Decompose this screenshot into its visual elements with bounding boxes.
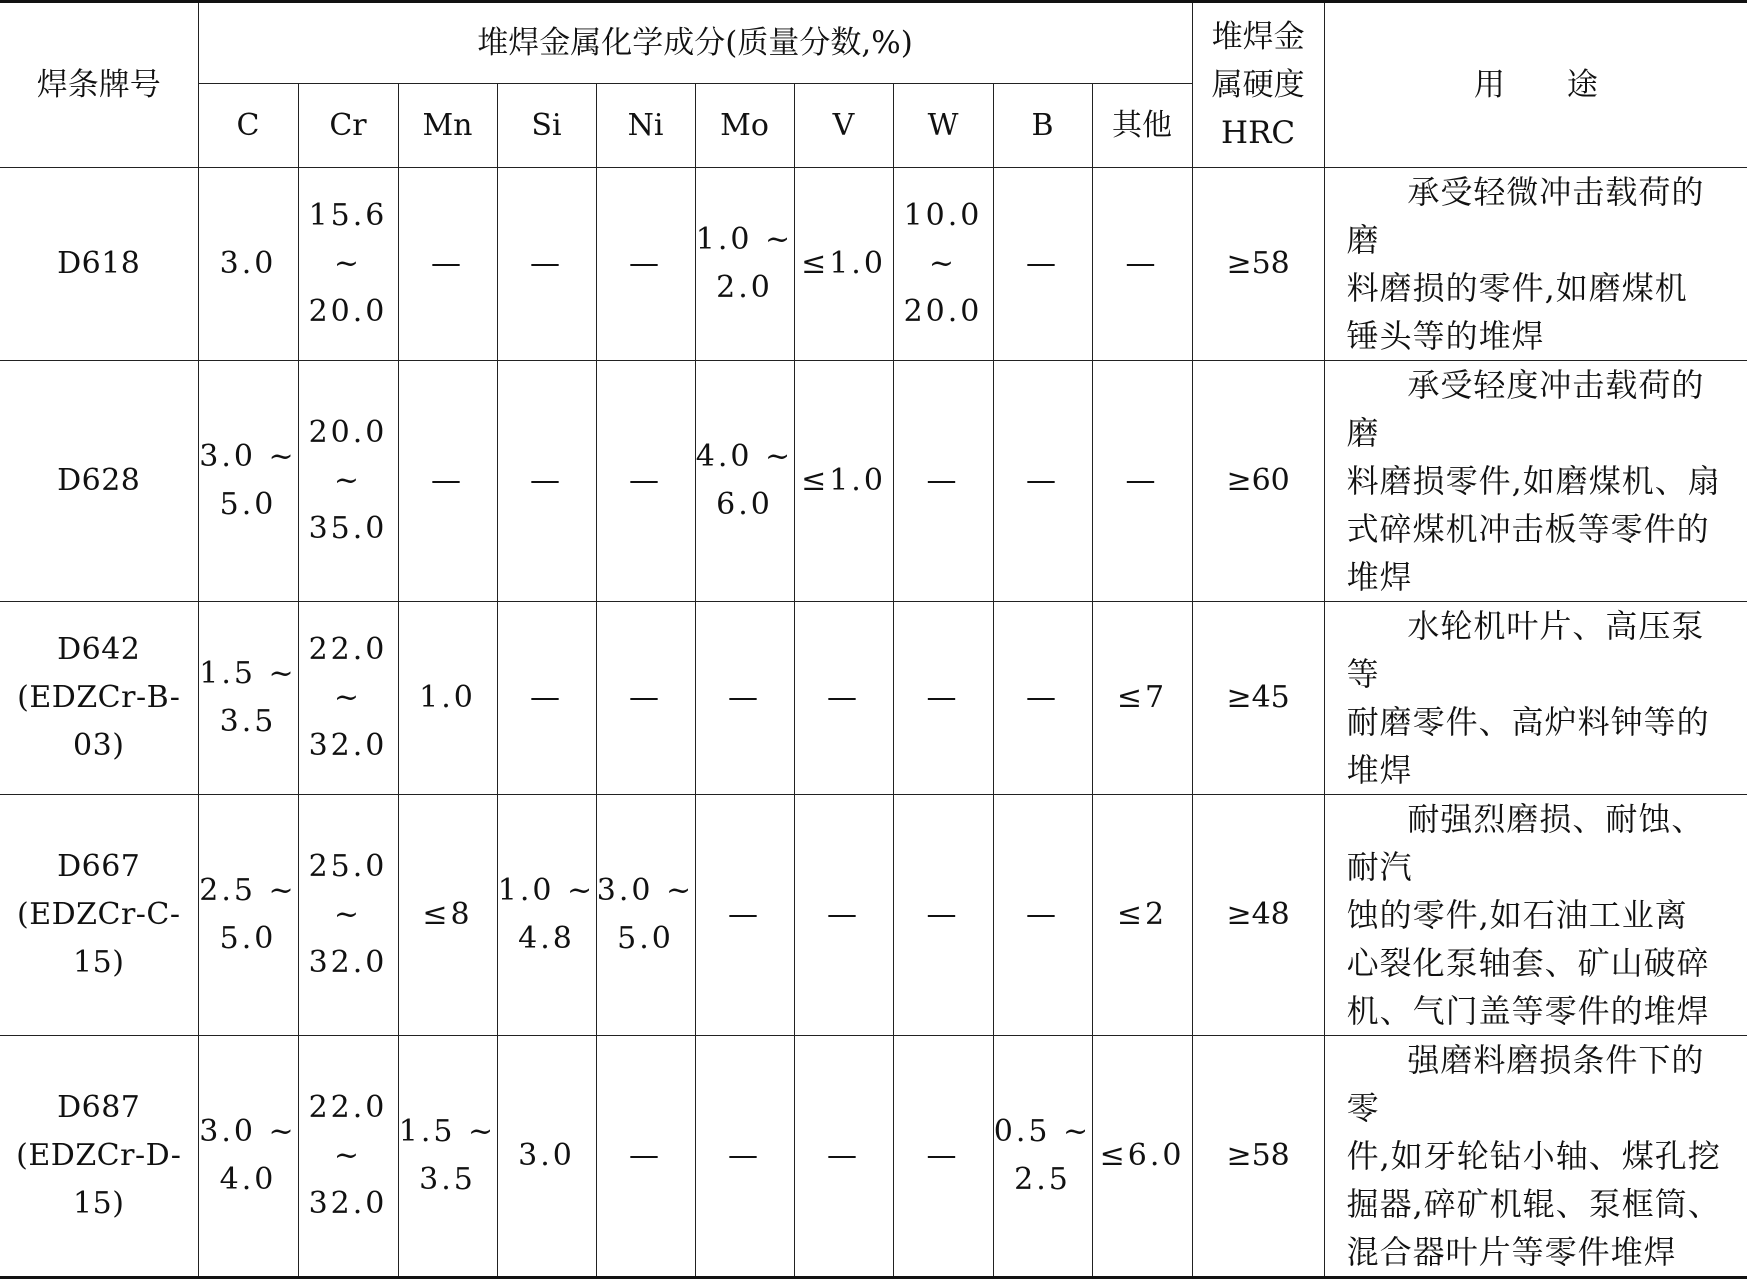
cell-si-line-1: 1.0 ~	[497, 873, 596, 908]
cell-b-line-1: —	[1026, 897, 1059, 932]
cell-rod	[0, 795, 198, 1036]
cell-cr-line-2: 20.0	[308, 294, 388, 329]
cell-usage-line-1	[1347, 795, 1734, 891]
cell-usage-text: 料磨损的零件,如磨煤机	[1346, 269, 1688, 307]
cell-v-line-1: ≤1.0	[801, 463, 886, 498]
cell-usage-line-4	[1347, 553, 1734, 601]
cell-mo	[695, 168, 794, 361]
cell-usage-line-1	[1347, 168, 1734, 264]
cell-usage-line-3	[1347, 312, 1734, 360]
cell-si-line-1: —	[530, 463, 563, 498]
cell-b-line-1: —	[1026, 246, 1059, 281]
cell-mo-line-1: 1.0 ~	[695, 222, 794, 257]
cell-other-line-1: —	[1125, 463, 1159, 498]
cell-ni	[596, 168, 695, 361]
cell-c-line-1: 1.5 ~	[199, 656, 297, 691]
cell-hardness: ≥58	[1192, 1036, 1324, 1278]
cell-v-line-1: —	[827, 680, 860, 715]
cell-usage-text: 掘器,碎矿机辊、泵框筒、	[1346, 1185, 1721, 1223]
cell-usage-text: 堆焊	[1346, 751, 1413, 789]
cell-mn	[398, 361, 497, 602]
cell-other	[1092, 1036, 1192, 1278]
cell-w	[893, 168, 993, 361]
cell-si-line-1: —	[530, 246, 563, 281]
cell-usage-text: 心裂化泵轴套、矿山破碎	[1346, 944, 1710, 982]
cell-cr	[298, 795, 398, 1036]
cell-other-line-1: ≤2	[1116, 897, 1168, 932]
cell-w-line-1: —	[926, 680, 960, 715]
cell-b-line-2: 2.5	[1014, 1162, 1071, 1197]
cell-usage-text: 水轮机叶片、高压泵等	[1346, 607, 1705, 693]
cell-usage	[1324, 795, 1747, 1036]
cell-si-line-1: 3.0	[518, 1138, 575, 1173]
cell-mn-line-2: 3.5	[419, 1162, 476, 1197]
header-hardness	[1192, 2, 1324, 168]
header-element-c: C	[198, 84, 298, 168]
cell-c	[198, 795, 298, 1036]
cell-usage-line-1	[1347, 602, 1734, 698]
cell-v	[794, 361, 893, 602]
header-element-v: V	[794, 84, 893, 168]
cell-ni	[596, 795, 695, 1036]
cell-cr-line-1: 20.0 ~	[308, 415, 388, 498]
cell-usage	[1324, 1036, 1747, 1278]
cell-mo-line-2: 6.0	[716, 487, 773, 522]
cell-c-line-2: 5.0	[219, 921, 277, 956]
cell-usage-line-1	[1347, 1036, 1734, 1132]
cell-rod-line-2: (EDZCr-D-15)	[16, 1138, 182, 1221]
cell-cr	[298, 1036, 398, 1278]
cell-rod-line-2: (EDZCr-C-15)	[16, 897, 181, 980]
cell-v	[794, 168, 893, 361]
cell-mo-line-1: —	[728, 897, 761, 932]
header-element-mn: Mn	[398, 84, 497, 168]
cell-usage-line-2	[1347, 457, 1734, 505]
cell-b-line-1: —	[1026, 680, 1059, 715]
cell-w-line-1: —	[926, 463, 960, 498]
cell-cr-line-1: 22.0 ~	[308, 1090, 388, 1173]
cell-usage-text: 料磨损零件,如磨煤机、扇	[1346, 462, 1721, 500]
cell-usage-line-2	[1347, 264, 1734, 312]
cell-usage-text: 强磨料磨损条件下的零	[1346, 1041, 1705, 1127]
cell-c-line-1: 3.0 ~	[199, 1114, 297, 1149]
cell-rod-line-1: D667	[57, 849, 141, 884]
cell-usage-text: 机、气门盖等零件的堆焊	[1346, 992, 1710, 1030]
cell-mn	[398, 168, 497, 361]
cell-usage	[1324, 361, 1747, 602]
header-element-other: 其他	[1092, 84, 1192, 168]
cell-usage-text: 式碎煤机冲击板等零件的	[1346, 510, 1710, 548]
cell-si-line-2: 4.8	[518, 921, 575, 956]
header-element-b: B	[993, 84, 1092, 168]
cell-rod-line-1: D618	[57, 246, 141, 281]
cell-rod-line-1: D687	[57, 1090, 141, 1125]
cell-si-line-1: —	[530, 680, 563, 715]
cell-b	[993, 1036, 1092, 1278]
cell-rod	[0, 361, 198, 602]
cell-si	[497, 795, 596, 1036]
cell-b-line-1: —	[1026, 463, 1059, 498]
cell-other	[1092, 602, 1192, 795]
cell-usage-line-4	[1347, 1228, 1734, 1276]
cell-w-line-1: 10.0 ~	[903, 198, 983, 281]
cell-ni-line-1: —	[629, 246, 662, 281]
cell-usage	[1324, 602, 1747, 795]
table-row	[0, 168, 1747, 361]
cell-mn	[398, 795, 497, 1036]
cell-w	[893, 361, 993, 602]
cell-other	[1092, 168, 1192, 361]
cell-mo-line-1: —	[728, 1138, 761, 1173]
cell-c-line-1: 2.5 ~	[199, 873, 297, 908]
cell-hardness: ≥45	[1192, 602, 1324, 795]
cell-ni-line-1: 3.0 ~	[596, 873, 695, 908]
cell-c	[198, 602, 298, 795]
cell-ni-line-1: —	[629, 463, 662, 498]
cell-w	[893, 1036, 993, 1278]
cell-other-line-1: —	[1125, 246, 1159, 281]
cell-b	[993, 795, 1092, 1036]
cell-v	[794, 602, 893, 795]
table-row	[0, 795, 1747, 1036]
cell-b	[993, 602, 1092, 795]
cell-mo	[695, 602, 794, 795]
cell-other-line-1: ≤7	[1116, 680, 1168, 715]
cell-usage-line-3	[1347, 1180, 1734, 1228]
cell-cr-line-2: 32.0	[308, 1186, 388, 1221]
cell-hardness: ≥58	[1192, 168, 1324, 361]
cell-usage-line-2	[1347, 698, 1734, 746]
cell-mo	[695, 795, 794, 1036]
cell-usage-text: 混合器叶片等零件堆焊	[1346, 1233, 1677, 1271]
cell-usage	[1324, 168, 1747, 361]
cell-b	[993, 361, 1092, 602]
cell-cr-line-2: 32.0	[308, 945, 388, 980]
cell-cr-line-1: 25.0 ~	[308, 849, 388, 932]
cell-mo-line-2: 2.0	[716, 270, 773, 305]
cell-cr	[298, 602, 398, 795]
header-hardness-line-1: 堆焊金	[1211, 19, 1305, 55]
header-row-1	[0, 2, 1747, 84]
cell-rod	[0, 602, 198, 795]
header-element-cr: Cr	[298, 84, 398, 168]
cell-c	[198, 361, 298, 602]
cell-usage-text: 承受轻度冲击载荷的磨	[1346, 366, 1705, 452]
cell-mo	[695, 361, 794, 602]
cell-cr-line-1: 15.6 ~	[308, 198, 388, 281]
header-element-ni: Ni	[596, 84, 695, 168]
cell-mo	[695, 1036, 794, 1278]
cell-mn-line-1: 1.0	[419, 680, 476, 715]
cell-usage-text: 承受轻微冲击载荷的磨	[1346, 173, 1705, 259]
cell-ni-line-1: —	[629, 1138, 662, 1173]
header-usage: 用 途	[1324, 2, 1747, 168]
cell-w	[893, 795, 993, 1036]
cell-usage-text: 锤头等的堆焊	[1346, 317, 1545, 355]
cell-w	[893, 602, 993, 795]
cell-ni	[596, 361, 695, 602]
header-element-mo: Mo	[695, 84, 794, 168]
cell-hardness: ≥48	[1192, 795, 1324, 1036]
cell-rod	[0, 168, 198, 361]
cell-si	[497, 1036, 596, 1278]
cell-c-line-1: 3.0	[219, 246, 277, 281]
cell-w-line-2: 20.0	[903, 294, 983, 329]
cell-rod-line-1: D642	[57, 632, 141, 667]
cell-cr	[298, 361, 398, 602]
cell-other	[1092, 795, 1192, 1036]
cell-rod	[0, 1036, 198, 1278]
cell-usage-line-3	[1347, 746, 1734, 794]
cell-usage-line-3	[1347, 939, 1734, 987]
cell-usage-text: 堆焊	[1346, 558, 1413, 596]
cell-v	[794, 1036, 893, 1278]
cell-mn-line-1: —	[431, 463, 464, 498]
cell-b-line-1: 0.5 ~	[993, 1114, 1092, 1149]
cell-rod-line-2: (EDZCr-B-03)	[17, 680, 181, 763]
cell-mo-line-1: —	[728, 680, 761, 715]
cell-usage-line-2	[1347, 891, 1734, 939]
table-row	[0, 361, 1747, 602]
cell-usage-text: 蚀的零件,如石油工业离	[1346, 896, 1688, 934]
cell-c-line-2: 4.0	[219, 1162, 277, 1197]
cell-ni	[596, 602, 695, 795]
cell-v	[794, 795, 893, 1036]
cell-si	[497, 602, 596, 795]
cell-mn-line-1: —	[431, 246, 464, 281]
cell-mn-line-1: 1.5 ~	[398, 1114, 497, 1149]
cell-mn	[398, 602, 497, 795]
cell-c	[198, 1036, 298, 1278]
cell-c	[198, 168, 298, 361]
cell-b	[993, 168, 1092, 361]
cell-hardness: ≥60	[1192, 361, 1324, 602]
cell-usage-line-2	[1347, 1132, 1734, 1180]
cell-rod-line-1: D628	[57, 463, 141, 498]
cell-usage-text: 耐强烈磨损、耐蚀、耐汽	[1346, 800, 1705, 886]
cell-c-line-2: 5.0	[219, 487, 277, 522]
header-element-si: Si	[497, 84, 596, 168]
cell-other-line-1: ≤6.0	[1099, 1138, 1185, 1173]
cell-usage-text: 件,如牙轮钻小轴、煤孔挖	[1346, 1137, 1721, 1175]
cell-v-line-1: —	[827, 1138, 860, 1173]
cell-si	[497, 168, 596, 361]
header-hardness-line-2: 属硬度	[1211, 67, 1305, 103]
cell-ni-line-1: —	[629, 680, 662, 715]
cell-cr-line-1: 22.0 ~	[308, 632, 388, 715]
cell-mn	[398, 1036, 497, 1278]
cell-c-line-2: 3.5	[219, 704, 277, 739]
cell-v-line-1: —	[827, 897, 860, 932]
cell-usage-line-4	[1347, 987, 1734, 1035]
table-row	[0, 1036, 1747, 1278]
table-row	[0, 602, 1747, 795]
cell-usage-line-1	[1347, 361, 1734, 457]
cell-w-line-1: —	[926, 1138, 960, 1173]
cell-w-line-1: —	[926, 897, 960, 932]
cell-c-line-1: 3.0 ~	[199, 439, 297, 474]
cell-other	[1092, 361, 1192, 602]
cell-cr-line-2: 32.0	[308, 728, 388, 763]
cell-cr	[298, 168, 398, 361]
header-element-w: W	[893, 84, 993, 168]
cell-ni-line-2: 5.0	[617, 921, 674, 956]
header-rod: 焊条牌号	[0, 2, 198, 168]
cell-usage-line-3	[1347, 505, 1734, 553]
cell-si	[497, 361, 596, 602]
cell-mn-line-1: ≤8	[422, 897, 473, 932]
cell-mo-line-1: 4.0 ~	[695, 439, 794, 474]
cell-ni	[596, 1036, 695, 1278]
cell-usage-text: 耐磨零件、高炉料钟等的	[1346, 703, 1710, 741]
cell-cr-line-2: 35.0	[308, 511, 388, 546]
header-hardness-line-3: HRC	[1221, 115, 1296, 151]
cell-v-line-1: ≤1.0	[801, 246, 886, 281]
header-composition: 堆焊金属化学成分(质量分数,%)	[198, 2, 1192, 84]
